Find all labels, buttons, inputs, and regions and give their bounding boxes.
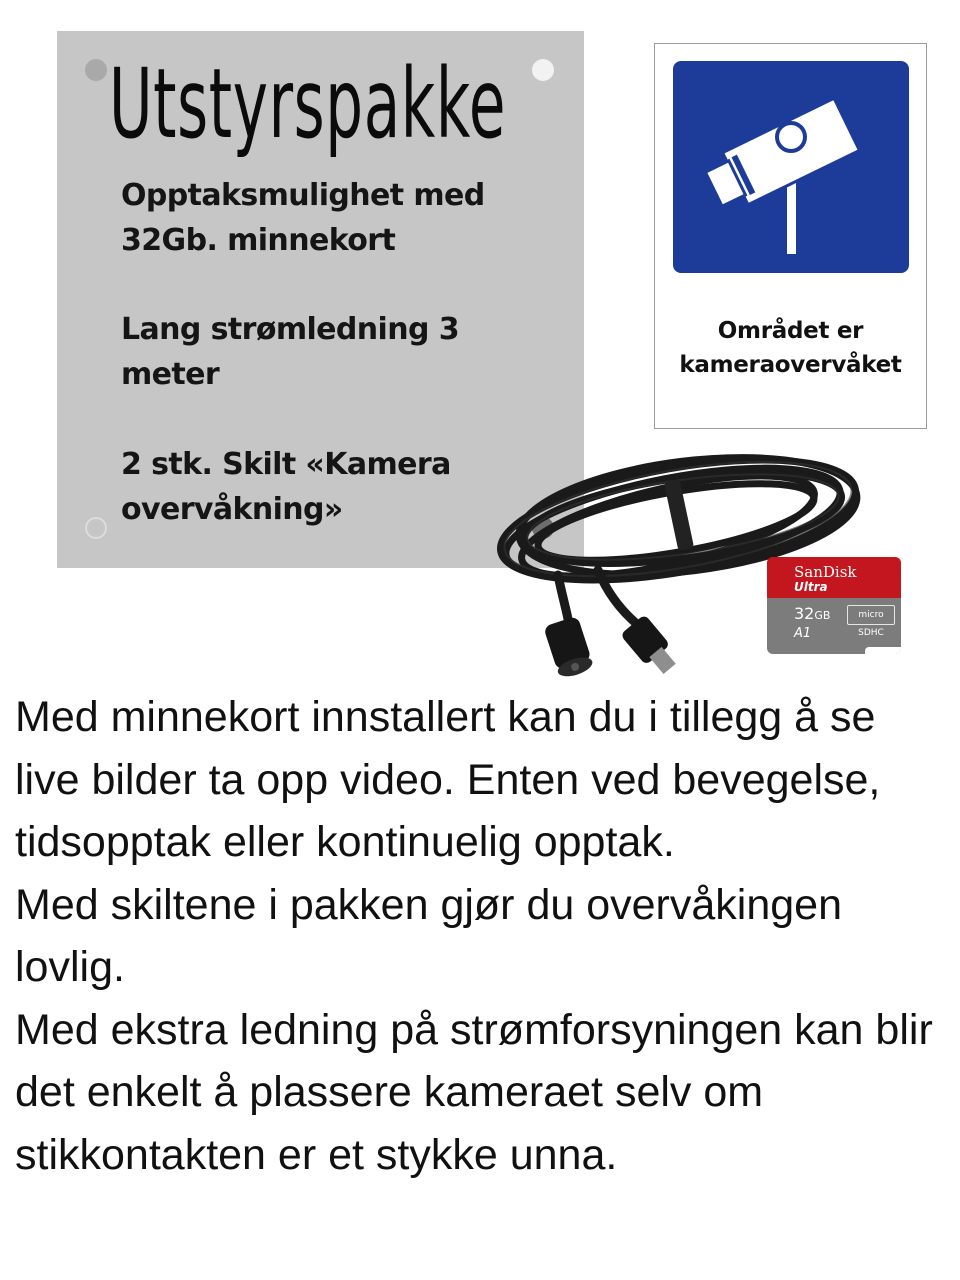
surveillance-camera-icon <box>673 61 909 273</box>
memory-card <box>767 557 901 654</box>
screw-icon <box>85 59 107 81</box>
feature-memory-card: Opptaksmulighet med 32Gb. minnekort <box>121 178 485 258</box>
description-paragraph: Med skiltene i pakken gjør du overvåkingen lovlig. <box>15 880 842 991</box>
sign-text-line1: Området er <box>717 318 864 344</box>
description-paragraph: Med ekstra ledning på strømforsyningen kan blir det enkelt å plassere kameraet selv om stikkontakten er et stykke unna. <box>15 1005 933 1179</box>
card-speed-class: A1 <box>794 626 812 641</box>
screw-icon <box>85 517 107 539</box>
panel-title: Utstyrspakke <box>109 48 507 160</box>
card-brand: SanDisk <box>794 563 857 581</box>
description-paragraph: Med minnekort innstallert kan du i tillegg å se live bilder ta opp video. Enten ved bevegelse, tidsopptak eller kontinuelig opptak. <box>15 693 881 866</box>
screw-icon <box>532 59 554 81</box>
camera-surveillance-sign <box>654 43 927 429</box>
feature-signs: 2 stk. Skilt «Kamera overvåkning» <box>121 447 451 527</box>
feature-power-cable: Lang strømledning 3 meter <box>121 312 459 392</box>
sdhc-logo-icon: micro SDHC <box>847 605 895 625</box>
card-capacity: 32GB <box>794 604 831 623</box>
sign-text <box>655 314 926 382</box>
card-line: Ultra <box>794 580 828 594</box>
sign-text-line2: kameraovervåket <box>679 352 902 378</box>
description-text <box>15 686 950 1186</box>
sign-pictogram <box>673 61 909 273</box>
